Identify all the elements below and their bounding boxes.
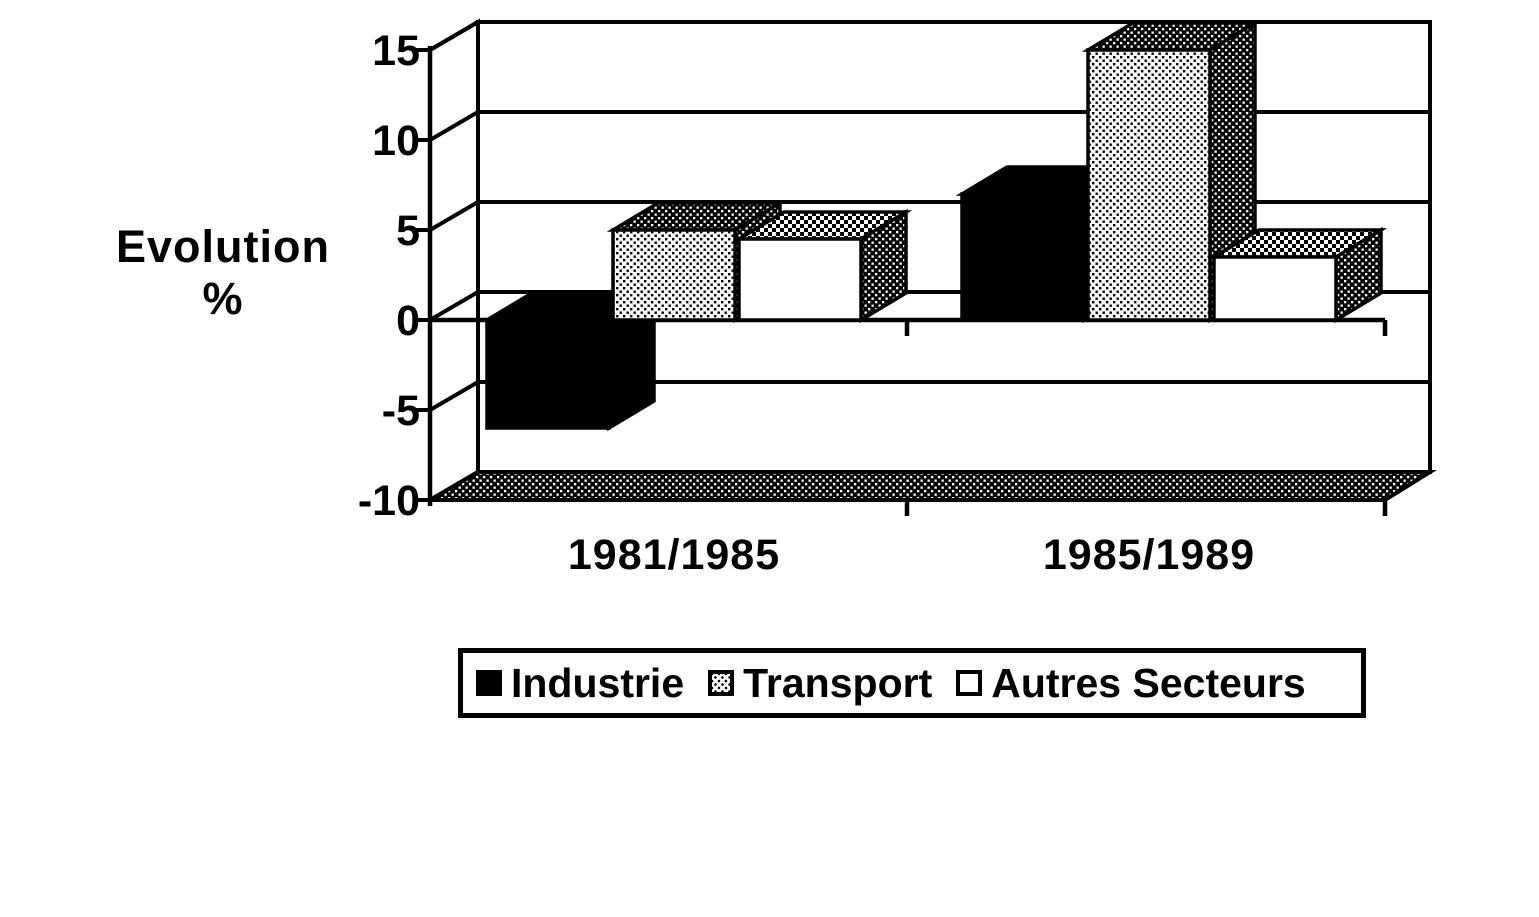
legend-item-industrie [476,660,684,707]
floor [430,472,1430,500]
category-label: 1985/1989 [1042,531,1256,579]
bar-autres-secteurs-1981-1985 [739,212,906,320]
legend-label: Industrie [511,659,685,706]
legend [458,648,1366,718]
y-tick-labels [358,27,420,525]
legend-item-autres-secteurs [956,660,1305,707]
bar-front-face [487,320,609,428]
y-tick-label: 5 [396,207,420,255]
legend-item-transport [708,660,932,707]
bar-front-face [613,230,735,320]
bar-front-face [1214,257,1336,320]
y-tick-label: -10 [357,477,420,525]
y-tick-label: 15 [372,27,420,75]
bar-front-face [1088,50,1210,320]
left-wall [430,22,478,500]
bar-autres-secteurs-1985-1989 [1214,230,1381,320]
legend-swatch-solid-black [476,670,502,696]
y-tick-label: 0 [396,297,420,345]
y-axis-title-line1: Evolution [116,221,330,272]
x-category-labels [568,531,1255,579]
legend-label: Autres Secteurs [991,659,1306,706]
category-label: 1981/1985 [567,531,781,579]
legend-label: Transport [743,659,933,706]
y-axis-title [116,221,330,324]
bar-front-face [739,239,861,320]
y-tick-label: 10 [372,117,420,165]
bar-front-face [962,194,1084,320]
legend-swatch-white [956,670,982,696]
y-axis-title-line2: % [202,273,244,324]
y-tick-label: -5 [381,387,420,435]
legend-swatch-dotted-pattern [708,670,734,696]
